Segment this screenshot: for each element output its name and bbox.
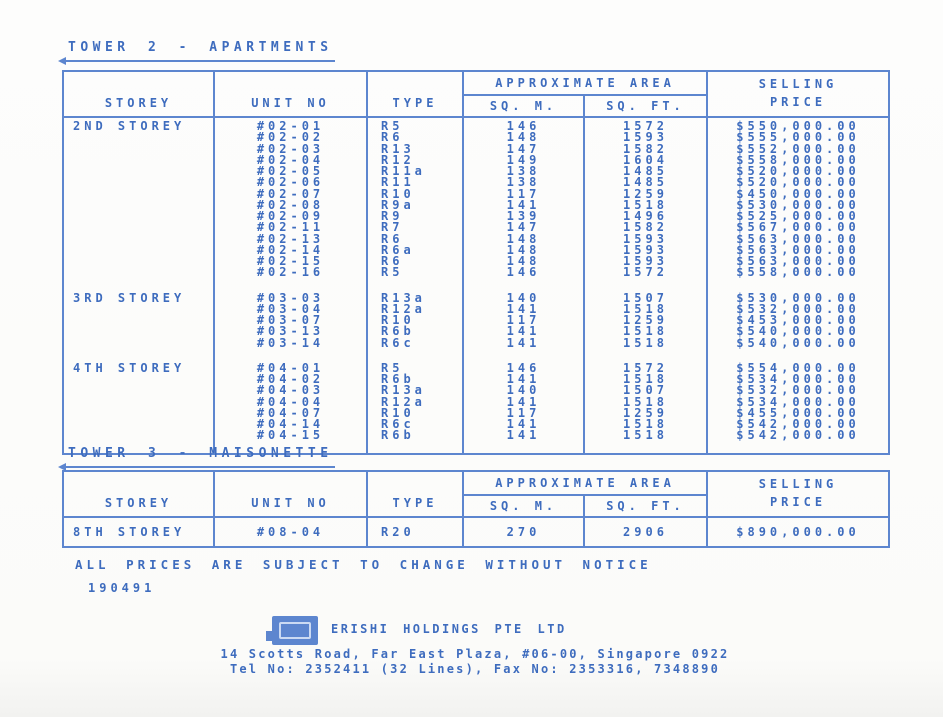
unit-no-cell xyxy=(214,117,367,290)
unit-value: #02-02 xyxy=(256,130,325,145)
price-value: $532,000.00 xyxy=(736,301,860,316)
unit-value: #02-03 xyxy=(256,141,325,156)
company-address-block xyxy=(130,647,820,677)
type-value: R6c xyxy=(381,417,415,431)
tower2-table-header xyxy=(63,71,889,117)
sqft-value: 1518 xyxy=(623,372,668,386)
sq-m-cell xyxy=(463,360,584,454)
unit-value: #02-16 xyxy=(256,265,325,280)
header-selling-price xyxy=(707,71,889,117)
sqm-value: 141 xyxy=(506,335,541,350)
type-value: R5 xyxy=(381,360,404,375)
header-sq-m: SQ. M. xyxy=(463,95,584,117)
selling-price-cell xyxy=(707,290,889,360)
sqft-value: 1518 xyxy=(623,324,668,339)
sqft-value: 1507 xyxy=(623,290,668,305)
price-value: $453,000.00 xyxy=(736,313,860,327)
storey-group-row xyxy=(63,517,889,547)
phone-fax-line: Tel No: 2352411 (32 Lines), Fax No: 2353316, 7348890 xyxy=(229,662,721,676)
sq-m-cell xyxy=(463,290,584,360)
selling-price-cell xyxy=(707,517,889,547)
sqm-value: 270 xyxy=(506,525,541,539)
type-value: R13a xyxy=(381,383,426,398)
sqft-value: 1507 xyxy=(623,383,668,398)
selling-price-cell xyxy=(707,360,889,454)
sqft-value: 1485 xyxy=(623,164,668,178)
price-value: $567,000.00 xyxy=(736,220,860,235)
sqm-value: 117 xyxy=(506,313,541,327)
sqft-value: 1593 xyxy=(623,130,668,145)
type-value: R5 xyxy=(381,265,404,280)
type-value: R12 xyxy=(381,152,415,167)
sqm-value: 148 xyxy=(506,242,541,257)
type-value: R9 xyxy=(381,209,404,223)
type-value: R10 xyxy=(381,186,415,201)
type-value: R6c xyxy=(381,335,415,350)
header-unit-no: UNIT NO xyxy=(214,71,367,117)
unit-value: #02-13 xyxy=(256,231,325,246)
tower2-section-title: TOWER 2 - APARTMENTS xyxy=(68,40,333,62)
price-value: $558,000.00 xyxy=(736,152,860,167)
sqm-value: 139 xyxy=(506,209,541,223)
type-value: R20 xyxy=(381,525,415,539)
type-value: R10 xyxy=(381,405,415,420)
header-approximate-area: APPROXIMATE AREA xyxy=(463,471,707,495)
sqm-value: 147 xyxy=(506,220,541,235)
price-value: $532,000.00 xyxy=(736,383,860,398)
storey-cell xyxy=(63,290,214,360)
unit-value: #03-03 xyxy=(256,290,325,305)
header-approximate-area: APPROXIMATE AREA xyxy=(463,71,707,95)
price-value: $525,000.00 xyxy=(736,209,860,223)
price-value: $558,000.00 xyxy=(736,265,860,280)
storey-label: 2ND STOREY xyxy=(73,119,186,133)
type-value: R12a xyxy=(381,394,426,409)
sq-m-cell xyxy=(463,117,584,290)
sqft-value: 1582 xyxy=(623,141,668,156)
sqft-value: 1485 xyxy=(623,175,668,190)
unit-value: #04-14 xyxy=(256,417,325,431)
unit-value: #04-07 xyxy=(256,405,325,420)
type-value: R6 xyxy=(381,130,404,145)
storey-label: 8TH STOREY xyxy=(73,525,186,539)
sqft-value: 1259 xyxy=(623,186,668,201)
unit-value: #02-09 xyxy=(256,209,325,223)
sqft-value: 2906 xyxy=(623,525,668,539)
sqft-value: 1259 xyxy=(623,405,668,420)
header-selling-price xyxy=(707,471,889,517)
type-value: R6b xyxy=(381,324,415,339)
type-value: R11a xyxy=(381,164,426,178)
price-value: $550,000.00 xyxy=(736,119,860,133)
sq-ft-cell xyxy=(584,117,707,290)
sq-m-cell xyxy=(463,517,584,547)
sqft-value: 1518 xyxy=(623,335,668,350)
price-value: $450,000.00 xyxy=(736,186,860,201)
tower2-apartments-table xyxy=(62,70,890,455)
header-storey: STOREY xyxy=(63,71,214,117)
price-value: $520,000.00 xyxy=(736,175,860,190)
type-value: R13a xyxy=(381,290,426,305)
sqm-value: 149 xyxy=(506,152,541,167)
type-value: R6 xyxy=(381,231,404,246)
sq-ft-cell xyxy=(584,360,707,454)
sqm-value: 141 xyxy=(506,197,541,212)
header-price: PRICE xyxy=(769,95,827,109)
storey-label: 4TH STOREY xyxy=(73,360,186,375)
price-value: $542,000.00 xyxy=(736,428,860,443)
storey-cell xyxy=(63,517,214,547)
type-value: R7 xyxy=(381,220,404,235)
type-value: R11 xyxy=(381,175,415,190)
type-value: R6 xyxy=(381,254,404,268)
sqft-value: 1572 xyxy=(623,265,668,280)
storey-cell xyxy=(63,117,214,290)
sqft-value: 1518 xyxy=(623,394,668,409)
unit-value: #02-11 xyxy=(256,220,325,235)
price-value: $563,000.00 xyxy=(736,231,860,246)
unit-no-cell xyxy=(214,360,367,454)
price-change-notice: ALL PRICES ARE SUBJECT TO CHANGE WITHOUT NOTICE xyxy=(75,557,652,572)
unit-value: #02-06 xyxy=(256,175,325,190)
type-value: R6b xyxy=(381,372,415,386)
price-value: $554,000.00 xyxy=(736,360,860,375)
storey-cell xyxy=(63,360,214,454)
price-value: $563,000.00 xyxy=(736,254,860,268)
erishi-logo-icon xyxy=(272,616,318,645)
type-value: R13 xyxy=(381,141,415,156)
storey-group-row xyxy=(63,117,889,290)
sqft-value: 1572 xyxy=(623,360,668,375)
tower3-maisonette-table xyxy=(62,470,890,548)
unit-value: #02-07 xyxy=(256,186,325,201)
sqm-value: 141 xyxy=(506,301,541,316)
sqm-value: 141 xyxy=(506,428,541,443)
sqm-value: 148 xyxy=(506,231,541,246)
sqm-value: 140 xyxy=(506,383,541,398)
header-storey: STOREY xyxy=(63,471,214,517)
type-value: R12a xyxy=(381,301,426,316)
sqft-value: 1582 xyxy=(623,220,668,235)
unit-value: #03-13 xyxy=(256,324,325,339)
price-value: $540,000.00 xyxy=(736,324,860,339)
header-type: TYPE xyxy=(367,471,463,517)
sqm-value: 138 xyxy=(506,164,541,178)
reference-number: 190491 xyxy=(88,581,156,595)
header-price: PRICE xyxy=(769,495,827,509)
type-cell xyxy=(367,290,463,360)
sqm-value: 146 xyxy=(506,119,541,133)
unit-no-cell xyxy=(214,517,367,547)
price-value: $530,000.00 xyxy=(736,290,860,305)
unit-value: #04-02 xyxy=(256,372,325,386)
sq-ft-cell xyxy=(584,290,707,360)
sqm-value: 117 xyxy=(506,405,541,420)
unit-value: #04-15 xyxy=(256,428,325,443)
sqft-value: 1518 xyxy=(623,428,668,443)
sqm-value: 141 xyxy=(506,372,541,386)
storey-label: 3RD STOREY xyxy=(73,290,186,305)
unit-value: #02-01 xyxy=(256,119,325,133)
price-value: $542,000.00 xyxy=(736,417,860,431)
price-value: $563,000.00 xyxy=(736,242,860,257)
unit-value: #08-04 xyxy=(256,525,325,539)
unit-value: #04-04 xyxy=(256,394,325,409)
price-value: $520,000.00 xyxy=(736,164,860,178)
sqm-value: 138 xyxy=(506,175,541,190)
price-value: $534,000.00 xyxy=(736,394,860,409)
header-type: TYPE xyxy=(367,71,463,117)
sqft-value: 1518 xyxy=(623,417,668,431)
address-line: 14 Scotts Road, Far East Plaza, #06-00, Singapore 0922 xyxy=(220,647,730,661)
type-value: R6b xyxy=(381,428,415,443)
price-value: $540,000.00 xyxy=(736,335,860,350)
unit-value: #03-04 xyxy=(256,301,325,316)
header-sq-ft: SQ. FT. xyxy=(584,495,707,517)
storey-group-row xyxy=(63,290,889,360)
sqft-value: 1259 xyxy=(623,313,668,327)
unit-value: #02-04 xyxy=(256,152,325,167)
unit-value: #03-07 xyxy=(256,313,325,327)
sqft-value: 1572 xyxy=(623,119,668,133)
unit-value: #02-14 xyxy=(256,242,325,257)
price-value: $534,000.00 xyxy=(736,372,860,386)
tower2-table-body xyxy=(63,117,889,454)
header-unit-no: UNIT NO xyxy=(214,471,367,517)
unit-value: #02-05 xyxy=(256,164,325,178)
sq-ft-cell xyxy=(584,517,707,547)
type-cell xyxy=(367,360,463,454)
type-cell xyxy=(367,517,463,547)
sqft-value: 1593 xyxy=(623,254,668,268)
price-value: $455,000.00 xyxy=(736,405,860,420)
unit-value: #04-01 xyxy=(256,360,325,375)
price-value: $890,000.00 xyxy=(736,525,860,539)
type-value: R9a xyxy=(381,197,415,212)
header-sq-ft: SQ. FT. xyxy=(584,95,707,117)
header-selling: SELLING xyxy=(758,477,838,491)
sqm-value: 141 xyxy=(506,324,541,339)
price-value: $552,000.00 xyxy=(736,141,860,156)
price-value: $530,000.00 xyxy=(736,197,860,212)
sqm-value: 140 xyxy=(506,290,541,305)
header-selling: SELLING xyxy=(758,77,838,91)
header-sq-m: SQ. M. xyxy=(463,495,584,517)
price-value: $555,000.00 xyxy=(736,130,860,145)
unit-value: #02-08 xyxy=(256,197,325,212)
sqft-value: 1496 xyxy=(623,209,668,223)
sqm-value: 146 xyxy=(506,360,541,375)
unit-value: #04-03 xyxy=(256,383,325,398)
selling-price-cell xyxy=(707,117,889,290)
sqm-value: 141 xyxy=(506,417,541,431)
sqft-value: 1593 xyxy=(623,242,668,257)
type-cell xyxy=(367,117,463,290)
tower3-table-body xyxy=(63,517,889,547)
type-value: R10 xyxy=(381,313,415,327)
unit-value: #03-14 xyxy=(256,335,325,350)
sqm-value: 147 xyxy=(506,141,541,156)
type-value: R5 xyxy=(381,119,404,133)
sqft-value: 1593 xyxy=(623,231,668,246)
sqm-value: 117 xyxy=(506,186,541,201)
sqm-value: 148 xyxy=(506,130,541,145)
sqm-value: 141 xyxy=(506,394,541,409)
sqft-value: 1604 xyxy=(623,152,668,167)
unit-value: #02-15 xyxy=(256,254,325,268)
sqm-value: 148 xyxy=(506,254,541,268)
tower3-table-header xyxy=(63,471,889,517)
sqm-value: 146 xyxy=(506,265,541,280)
type-value: R6a xyxy=(381,242,415,257)
company-name: ERISHI HOLDINGS PTE LTD xyxy=(331,622,567,636)
tower3-section-title: TOWER 3 - MAISONETTE xyxy=(68,446,333,468)
sqft-value: 1518 xyxy=(623,197,668,212)
sqft-value: 1518 xyxy=(623,301,668,316)
storey-group-row xyxy=(63,360,889,454)
unit-no-cell xyxy=(214,290,367,360)
